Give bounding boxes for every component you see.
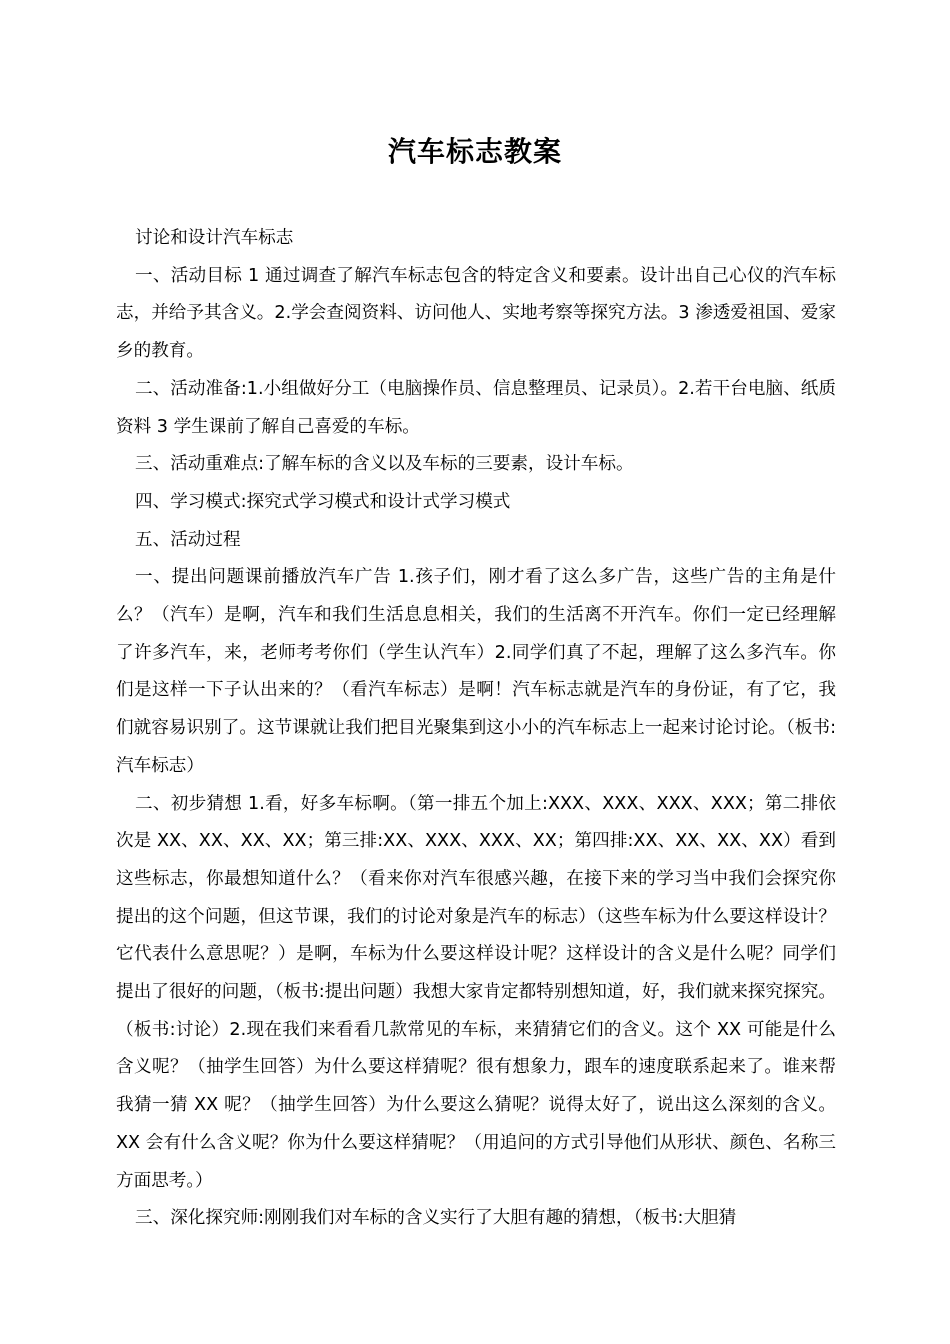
paragraph-activity-preparation: 二、活动准备:1.小组做好分工（电脑操作员、信息整理员、记录员）。2.若干台电脑、纸质资料 3 学生课前了解自己喜爱的车标。: [116, 378, 836, 437]
paragraph-raise-questions: 一、提出问题课前播放汽车广告 1.孩子们，刚才看了这么多广告，这些广告的主角是什么？（汽车）是啊，汽车和我们生活息息相关，我们的生活离不开汽车。你们一定已经理解了许多汽车，来，老师考考你们（学生认汽车）2.同学们真了不起，理解了这么多汽车。你们是这样一下子认出来的？（看汽车标志）是啊！汽车标志就是汽车的身份证，有了它，我们就容易识别了。这节课就让我们把目光聚集到这小小的汽车标志上一起来讨论讨论。（板书:汽车标志）: [116, 567, 836, 776]
document-body: [116, 220, 836, 1238]
paragraph-activity-process-heading: 五、活动过程: [135, 529, 241, 550]
paragraph-initial-guess: 二、初步猜想 1.看，好多车标啊。（第一排五个加上:XXX、XXX、XXX、XXX；第二排依次是 XX、XX、XX、XX；第三排:XX、XXX、XXX、XX；第四排:XX、XX、XX、XX）看到这些标志，你最想知道什么？（看来你对汽车很感兴趣，在接下来的学习当中我们会探究你提出的这个问题，但这节课，我们的讨论对象是汽车的标志）（这些车标为什么要这样设计？它代表什么意思呢？）是啊，车标为什么要这样设计呢？这样设计的含义是什么呢？同学们提出了很好的问题，（板书:提出问题）我想大家肯定都特别想知道，好，我们就来探究探究。（板书:讨论）2.现在我们来看看几款常见的车标，来猜猜它们的含义。这个 XX 可能是什么含义呢？（抽学生回答）为什么要这样猜呢？很有想象力，跟车的速度联系起来了。谁来帮我猜一猜 XX 呢？（抽学生回答）为什么要这么猜呢？说得太好了，说出这么深刻的含义。XX 会有什么含义呢？你为什么要这样猜呢？（用追问的方式引导他们从形状、颜色、名称三方面思考。）: [116, 793, 836, 1191]
paragraph-key-difficulties: 三、活动重难点:了解车标的含义以及车标的三要素，设计车标。: [135, 454, 634, 475]
paragraph-deeper-exploration: 三、深化探究师:刚刚我们对车标的含义实行了大胆有趣的猜想，（板书:大胆猜: [135, 1208, 737, 1229]
paragraph-topic: 讨论和设计汽车标志: [135, 228, 294, 248]
paragraph-learning-mode: 四、学习模式:探究式学习模式和设计式学习模式: [135, 491, 511, 512]
document-title: 汽车标志教案: [387, 135, 562, 168]
paragraph-activity-goals: 一、活动目标 1 通过调查了解汽车标志包含的特定含义和要素。设计出自己心仪的汽车标志，并给予其含义。2.学会查阅资料、访问他人、实地考察等探究方法。3 渗透爱祖国、爱家乡的教育。: [116, 265, 836, 362]
